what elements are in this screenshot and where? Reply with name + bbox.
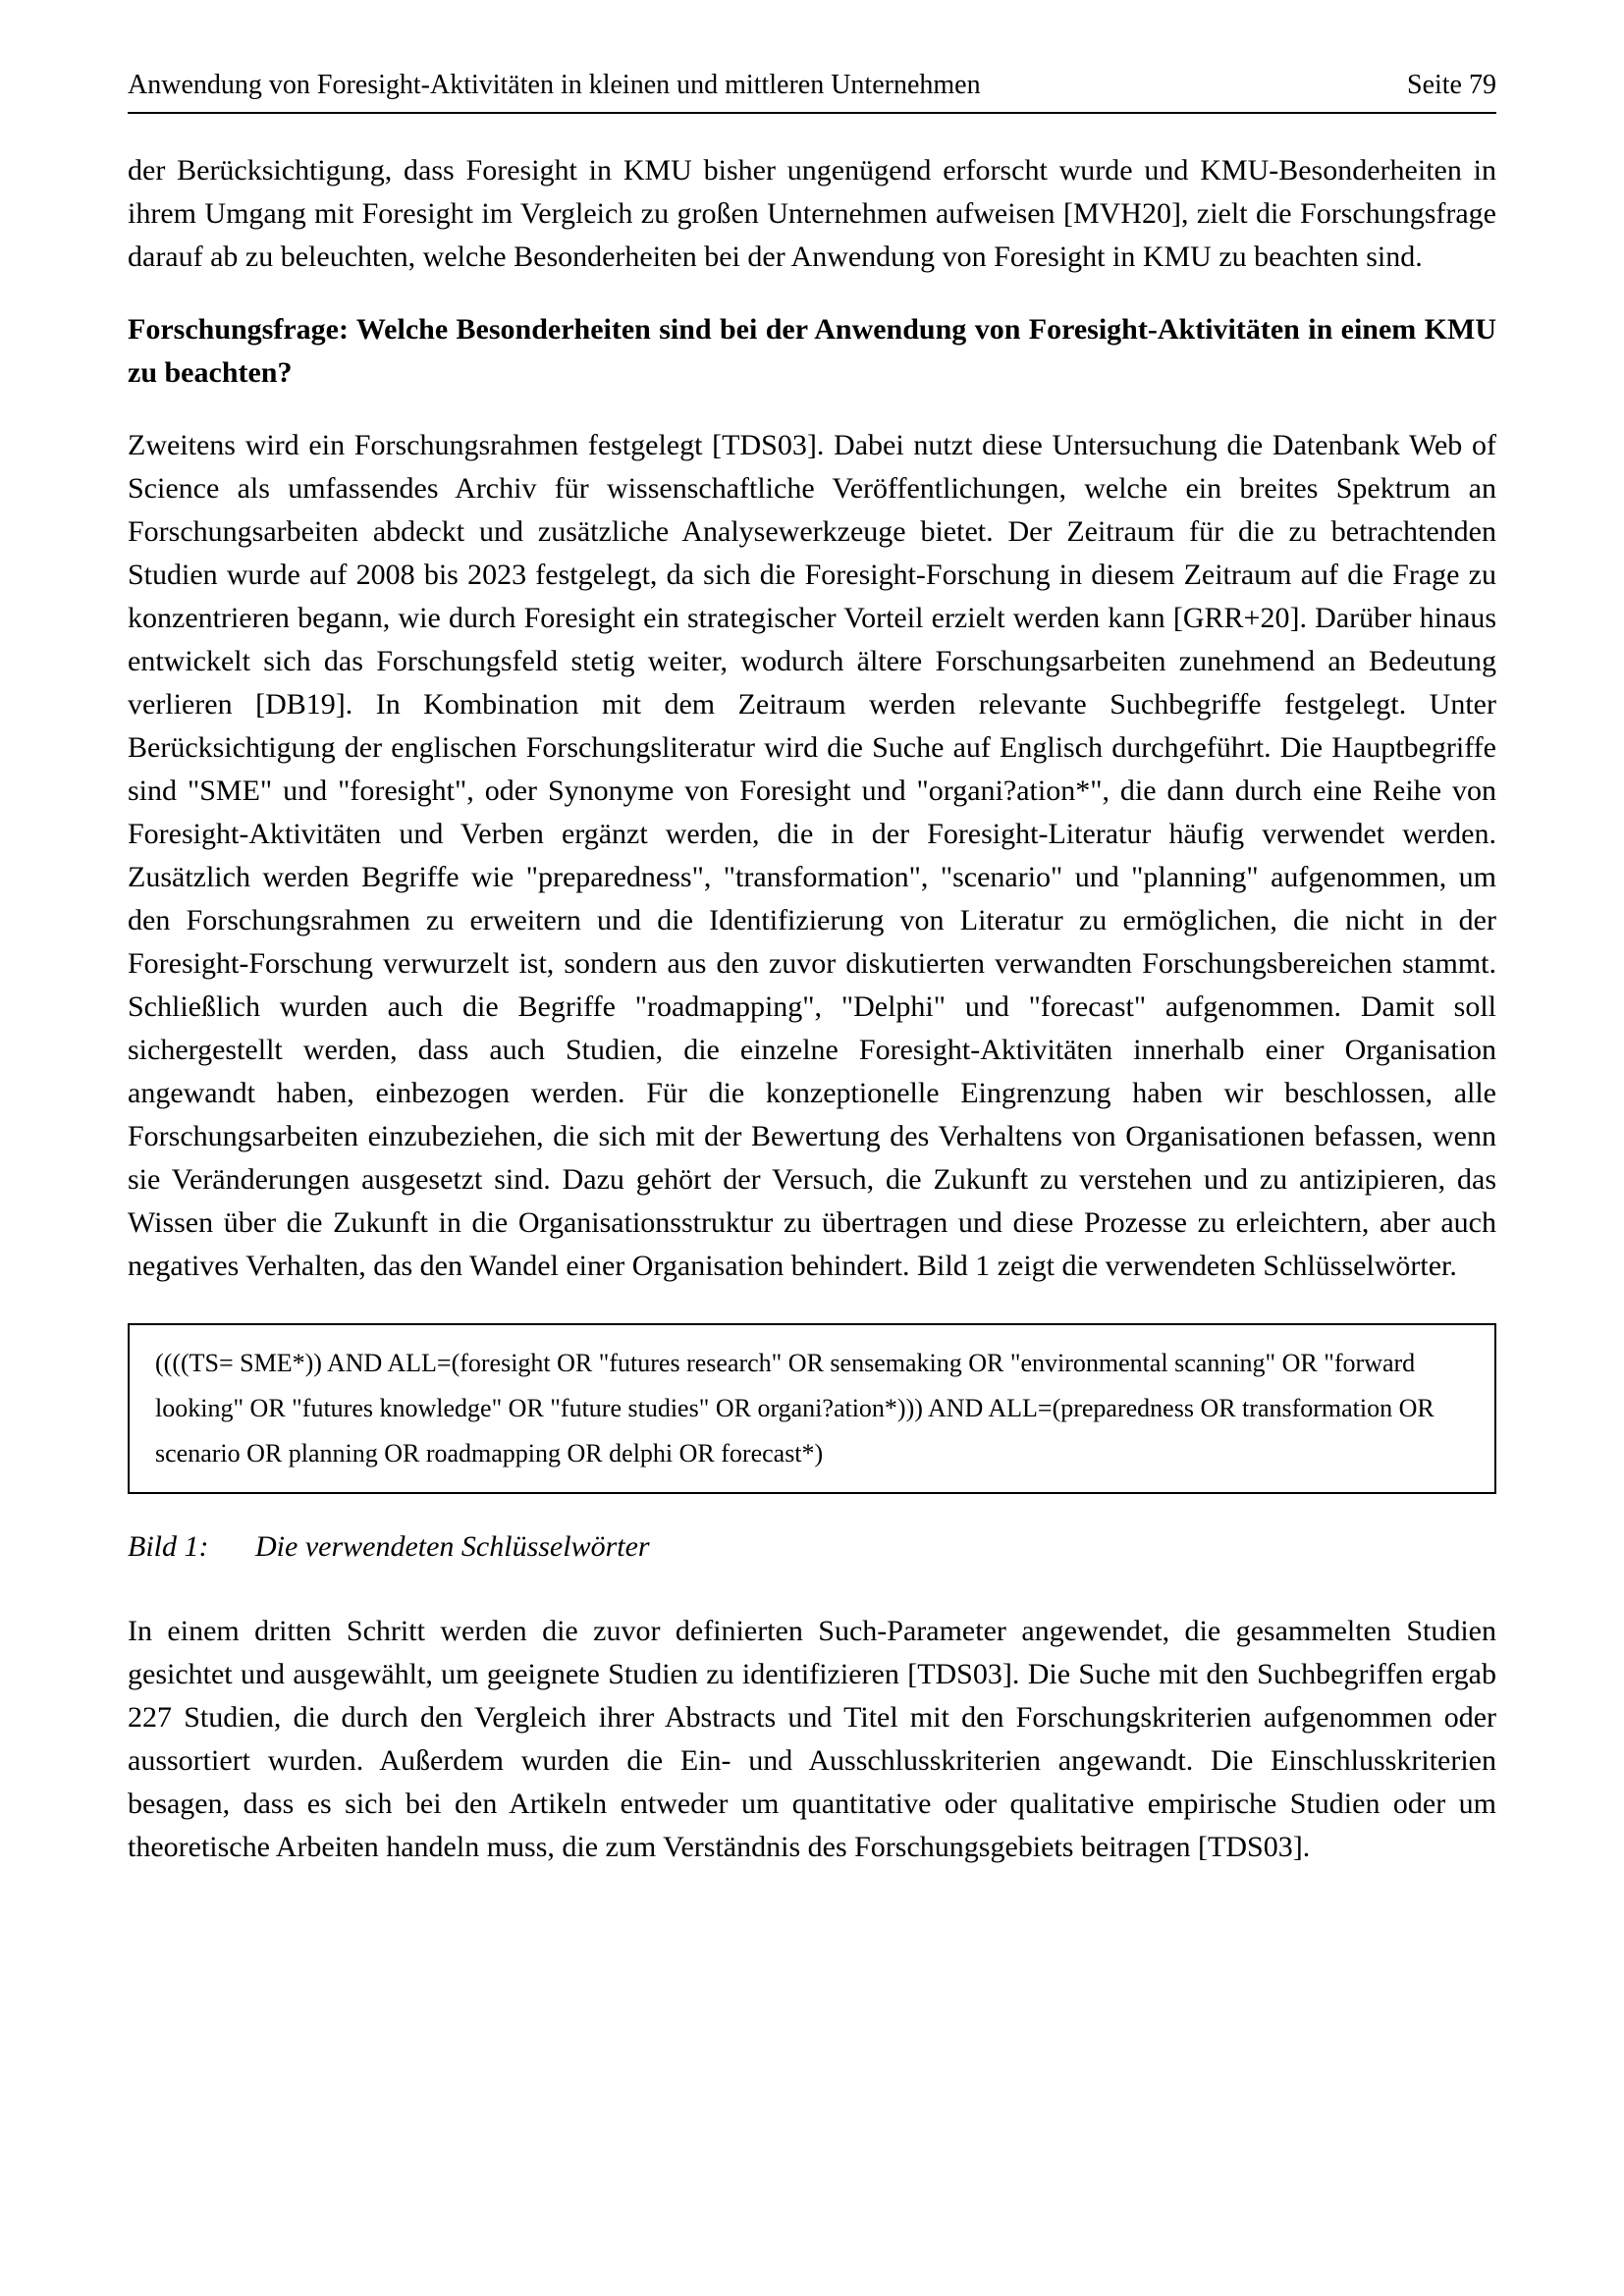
search-string-text: ((((TS= SME*)) AND ALL=(foresight OR "futures research" OR sensemaking OR "environmental scanning" OR "forward looking" OR "futures knowledge" OR "future studies" OR organi?ation*))) AND ALL=(preparedness OR transformation OR scenario OR planning OR roadmapping OR delphi OR forecast*) bbox=[155, 1349, 1435, 1468]
figure-caption-text: Die verwendeten Schlüsselwörter bbox=[255, 1530, 650, 1563]
running-header-title: Anwendung von Foresight-Aktivitäten in kleinen und mittleren Unternehmen bbox=[128, 70, 981, 100]
paragraph-methodology: Zweitens wird ein Forschungsrahmen festgelegt [TDS03]. Dabei nutzt diese Untersuchung die Datenbank Web of Science als umfassendes Archiv für wissenschaftliche Veröffentlichungen, welche ein breites Spektrum an Forschungsarbeiten abdeckt und zusätzliche Analysewerkzeuge bietet. Der Zeitraum für die zu betrachtenden Studien wurde auf 2008 bis 2023 festgelegt, da sich die Foresight-Forschung in diesem Zeitraum auf die Frage zu konzentrieren begann, wie durch Foresight ein strategischer Vorteil erzielt werden kann [GRR+20]. Darüber hinaus entwickelt sich das Forschungsfeld stetig weiter, wodurch ältere Forschungsarbeiten zunehmend an Bedeutung verlieren [DB19]. In Kombination mit dem Zeitraum werden relevante Suchbegriffe festgelegt. Unter Berücksichtigung der englischen Forschungsliteratur wird die Suche auf Englisch durchgeführt. Die Hauptbegriffe sind "SME" und "foresight", oder Synonyme von Foresight und "organi?ation*", die dann durch eine Reihe von Foresight-Aktivitäten und Verben ergänzt werden, die in der Foresight-Literatur häufig verwendet werden. Zusätzlich werden Begriffe wie "preparedness", "transformation", "scenario" und "planning" aufgenommen, um den Forschungsrahmen zu erweitern und die Identifizierung von Literatur zu ermöglichen, die nicht in der Foresight-Forschung verwurzelt ist, sondern aus den zuvor diskutierten verwandten Forschungsbereichen stammt. Schließlich wurden auch die Begriffe "roadmapping", "Delphi" und "forecast" aufgenommen. Damit soll sichergestellt werden, dass auch Studien, die einzelne Foresight-Aktivitäten innerhalb einer Organisation angewandt haben, einbezogen werden. Für die konzeptionelle Eingrenzung haben wir beschlossen, alle Forschungsarbeiten einzubeziehen, die sich mit der Bewertung des Verhaltens von Organisationen befassen, wenn sie Veränderungen ausgesetzt sind. Dazu gehört der Versuch, die Zukunft zu verstehen und zu antizipieren, das Wissen über die Zukunft in die Organisationsstruktur zu übertragen und diese Prozesse zu erleichtern, aber auch negatives Verhalten, das den Wandel einer Organisation behindert. Bild 1 zeigt die verwendeten Schlüsselwörter. bbox=[128, 429, 1496, 1282]
figure-caption bbox=[128, 1525, 1496, 1569]
search-string-box bbox=[128, 1323, 1496, 1494]
running-header bbox=[128, 69, 1496, 114]
figure-caption-label: Bild 1: bbox=[128, 1530, 209, 1563]
paragraph-third-step: In einem dritten Schritt werden die zuvor definierten Such-Parameter angewendet, die gesammelten Studien gesichtet und ausgewählt, um geeignete Studien zu identifizieren [TDS03]. Die Suche mit den Suchbegriffen ergab 227 Studien, die durch den Vergleich ihrer Abstracts und Titel mit den Forschungskriterien aufgenommen oder aussortiert wurden. Außerdem wurden die Ein- und Ausschlusskriterien angewandt. Die Einschlusskriterien besagen, dass es sich bei den Artikeln entweder um quantitative oder qualitative empirische Studien oder um theoretische Arbeiten handeln muss, die zum Verständnis des Forschungsgebiets beitragen [TDS03]. bbox=[128, 1615, 1496, 1863]
page-number: Seite 79 bbox=[1407, 70, 1496, 100]
paragraph-intro: der Berücksichtigung, dass Foresight in KMU bisher ungenügend erforscht wurde und KMU-Besonderheiten in ihrem Umgang mit Foresight im Vergleich zu großen Unternehmen aufweisen [MVH20], zielt die Forschungsfrage darauf ab zu beleuchten, welche Besonderheiten bei der Anwendung von Foresight in KMU zu beachten sind. bbox=[128, 154, 1496, 273]
research-question: Forschungsfrage: Welche Besonderheiten sind bei der Anwendung von Foresight-Aktivitäten in einem KMU zu beachten? bbox=[128, 313, 1496, 389]
